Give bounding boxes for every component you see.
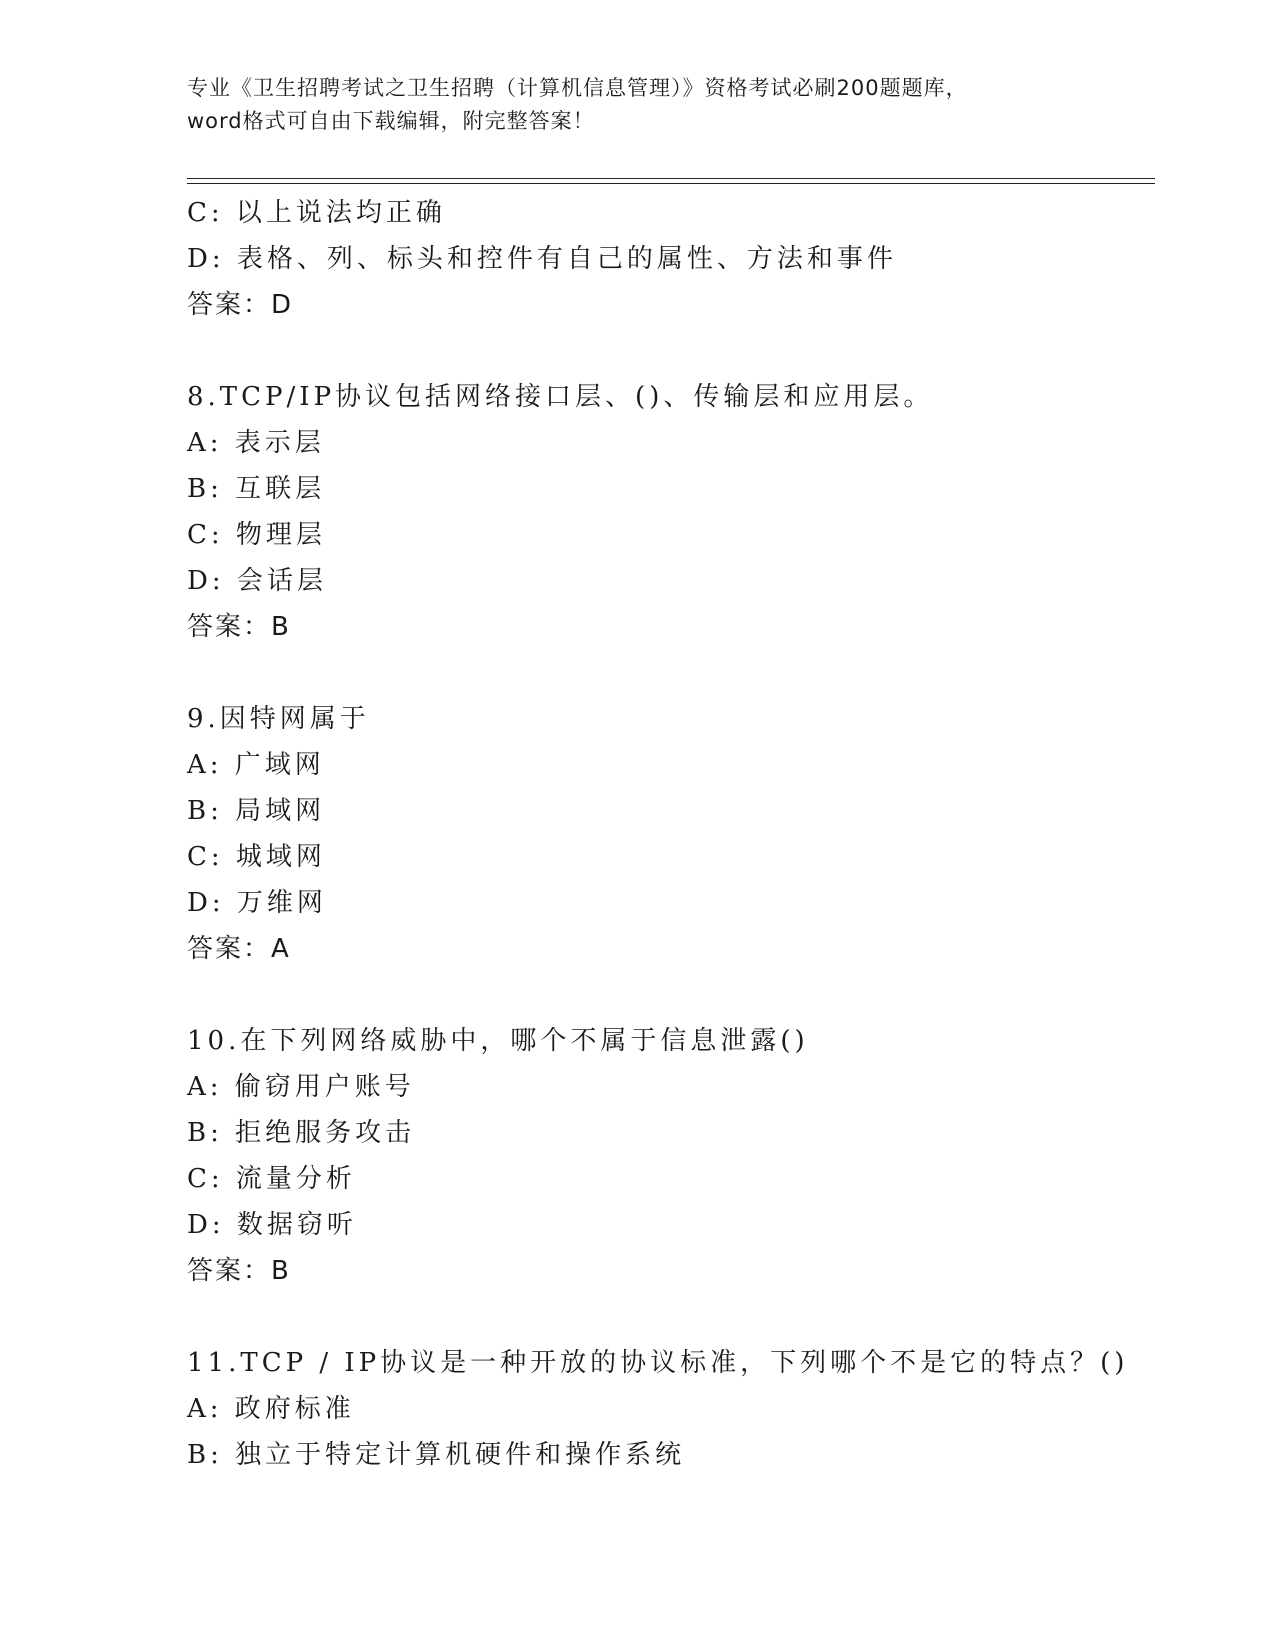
option-a: A: 政府标准 (187, 1394, 355, 1424)
header-divider-bottom (187, 183, 1155, 184)
option-b: B: 拒绝服务攻击 (187, 1118, 416, 1148)
option-c: C: 物理层 (187, 520, 326, 550)
document-header (187, 72, 1087, 138)
option-d: D: 数据窃听 (187, 1210, 357, 1240)
spacer (187, 1294, 1155, 1340)
question-block (187, 1018, 1155, 1294)
option-c: C: 城域网 (187, 842, 326, 872)
answer-label: 答案：B (187, 612, 291, 642)
question-title: 10.在下列网络威胁中，哪个不属于信息泄露() (187, 1026, 809, 1056)
question-block (187, 374, 1155, 650)
header-line-1: 专业《卫生招聘考试之卫生招聘（计算机信息管理）》资格考试必刷200题题库， (187, 76, 968, 100)
answer-label: 答案：A (187, 934, 291, 964)
spacer (187, 972, 1155, 1018)
question-block (187, 1340, 1155, 1478)
answer-label: 答案：D (187, 290, 294, 320)
question-block (187, 696, 1155, 972)
question-title: 8.TCP/IP协议包括网络接口层、()、传输层和应用层。 (187, 382, 934, 412)
option-d: D: 会话层 (187, 566, 327, 596)
option-b: B: 互联层 (187, 474, 326, 504)
spacer (187, 328, 1155, 374)
option-c: C: 以上说法均正确 (187, 198, 446, 228)
option-c: C: 流量分析 (187, 1164, 356, 1194)
option-a: A: 表示层 (187, 428, 325, 458)
answer-label: 答案：B (187, 1256, 291, 1286)
header-divider-top (187, 178, 1155, 179)
spacer (187, 650, 1155, 696)
option-a: A: 广域网 (187, 750, 325, 780)
option-b: B: 局域网 (187, 796, 326, 826)
question-title: 11.TCP / IP协议是一种开放的协议标准，下列哪个不是它的特点？() (187, 1348, 1129, 1378)
option-a: A: 偷窃用户账号 (187, 1072, 415, 1102)
question-title: 9.因特网属于 (187, 704, 370, 734)
question-block (187, 190, 1155, 328)
option-d: D: 万维网 (187, 888, 327, 918)
option-d: D: 表格、列、标头和控件有自己的属性、方法和事件 (187, 244, 897, 274)
header-line-2: word格式可自由下载编辑，附完整答案！ (187, 109, 595, 133)
question-list (187, 190, 1155, 1478)
option-b: B: 独立于特定计算机硬件和操作系统 (187, 1440, 686, 1470)
